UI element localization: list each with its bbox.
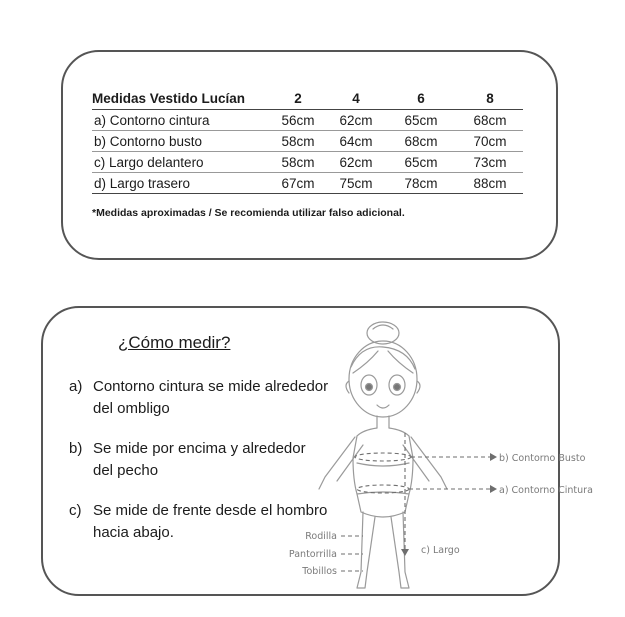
bust-arrow-icon [490,453,497,461]
step-letter: b) [69,440,83,457]
label-length: c) Largo [421,545,460,556]
measure-steps [69,376,329,562]
table-cell: 78cm [385,173,457,194]
how-to-measure-card [41,306,593,596]
table-header-size-4: 4 [327,90,385,110]
table-row [92,173,523,194]
row-label: c) Largo delantero [92,152,269,173]
table-cell: 73cm [457,152,523,173]
step-text: Se mide por encima y alrededor del pecho [93,440,306,479]
head-icon [349,341,417,417]
label-bust: b) Contorno Busto [499,453,586,464]
table-cell: 65cm [385,110,457,131]
row-label: a) Contorno cintura [92,110,269,131]
table-header-title: Medidas Vestido Lucían [92,90,269,110]
table-header-size-6: 6 [385,90,457,110]
step-letter: c) [69,502,82,519]
label-knee: Rodilla [305,531,337,542]
table-cell: 75cm [327,173,385,194]
label-calf: Pantorrilla [288,549,337,560]
table-cell: 68cm [385,131,457,152]
table-header-row [92,90,523,110]
step-waist [69,376,329,420]
girl-measurement-figure [288,313,593,593]
row-label: d) Largo trasero [92,173,269,194]
table-cell: 67cm [269,173,327,194]
table-row [92,152,523,173]
bust-guide [355,453,411,461]
table-cell: 58cm [269,131,327,152]
size-table [92,90,523,194]
table-cell: 65cm [385,152,457,173]
size-table-card [61,50,558,260]
table-cell: 68cm [457,110,523,131]
step-bust [69,438,329,482]
table-cell: 58cm [269,152,327,173]
table-cell: 70cm [457,131,523,152]
row-label: b) Contorno busto [92,131,269,152]
label-waist: a) Contorno Cintura [499,485,593,496]
label-ankle: Tobillos [302,566,337,577]
step-letter: a) [69,378,83,395]
table-row [92,110,523,131]
step-text: Se mide de frente desde el hombro hacia abajo. [93,502,328,541]
table-cell: 62cm [327,152,385,173]
table-row [92,131,523,152]
table-header-size-2: 2 [269,90,327,110]
table-cell: 62cm [327,110,385,131]
length-arrow-icon [401,549,409,556]
table-cell: 56cm [269,110,327,131]
step-text: Contorno cintura se mide alrededor del ombligo [93,378,329,417]
step-length [69,500,329,544]
table-cell: 88cm [457,173,523,194]
table-header-size-8: 8 [457,90,523,110]
waist-arrow-icon [490,485,497,493]
table-footnote: *Medidas aproximadas / Se recomienda utilizar falso adicional. [92,207,405,219]
how-to-measure-title: ¿Cómo medir? [118,333,231,352]
table-cell: 64cm [327,131,385,152]
